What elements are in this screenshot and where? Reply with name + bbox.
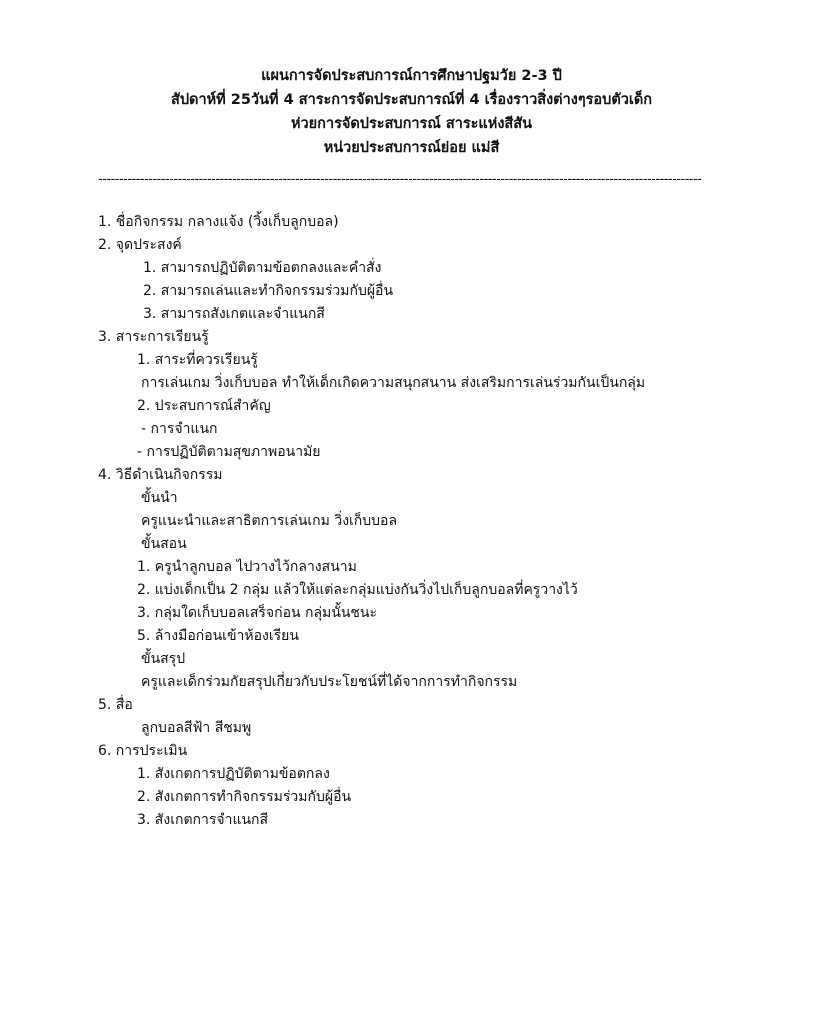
key-experience-subheading: 2. ประสบการณ์สำคัญ [137,398,271,414]
procedure-summary-title: ขั้นสรุป [141,651,186,667]
procedure-step: 2. แบ่งเด็กเป็น 2 กลุ่ม แล้วให้แต่ละกลุ่มแบ่งกันวิ่งไปเก็บลูกบอลที่ครูวางไว้ [137,582,578,598]
key-experience-item: - การจำแนก [141,421,218,437]
procedure-step: 3. กลุ่มใดเก็บบอลเสร็จก่อน กลุ่มนั้นชนะ [137,605,378,621]
procedure-step: 1. ครูนำลูกบอล ไปวางไว้กลางสนาม [137,559,357,575]
procedure-summary-text: ครูและเด็กร่วมกัยสรุปเกี่ยวกับประโยชน์ที่ได้จากการทำกิจกรรม [141,674,518,690]
section-activity-name: 1. ชื่อกิจกรรม กลางแจ้ง (วิ้งเก็บลูกบอล) [98,214,339,230]
week-day-subtitle: สัปดาห์ที่ 25วันที่ 4 สาระการจัดประสบการณ์ที่ 4 เรื่องราวสิ่งต่างๆรอบตัวเด็ก [170,92,653,108]
sub-unit-title: หน่วยประสบการณ์ย่อย แม่สี [323,140,500,156]
section-materials-heading: 5. สื่อ [98,697,133,713]
evaluation-item: 3. สังเกตการจำแนกสี [137,812,269,828]
section-evaluation-heading: 6. การประเมิน [98,743,188,759]
document-body [0,211,823,832]
dashed-divider: ------------------------------------------------------------------------------------------------------------------------------------------------ [98,172,702,187]
procedure-intro-text: ครูแนะนำและสาธิตการเล่นเกม วิ่งเก็บบอล [141,513,398,529]
objective-item: 1. สามารถปฏิบัติตามข้อตกลงและคำสั่ง [143,260,382,276]
document-header [0,64,823,160]
key-experience-item: - การปฏิบัติตามสุขภาพอนามัย [137,444,321,460]
evaluation-item: 2. สังเกตการทำกิจกรรมร่วมกับผู้อื่น [137,789,352,805]
procedure-steps-title: ขั้นสอน [141,536,187,552]
unit-title: ห่วยการจัดประสบการณ์ สาระแห่งสีสัน [290,116,533,132]
materials-text: ลูกบอลสีฟ้า สีชมพู [141,720,252,736]
section-procedure-heading: 4. วิธีดำเนินกิจกรรม [98,467,223,483]
evaluation-item: 1. สังเกตการปฏิบัติตามข้อตกลง [137,766,330,782]
procedure-step: 5. ล้างมือก่อนเข้าห้องเรียน [137,628,299,644]
learning-content-text: การเล่นเกม วิ่งเก็บบอล ทำให้เด็กเกิดความสนุกสนาน ส่งเสริมการเล่นร่วมกันเป็นกลุ่ม [141,375,646,391]
plan-title: แผนการจัดประสบการณ์การศึกษาปฐมวัย 2-3 ปี [261,68,562,84]
objective-item: 3. สามารถสังเกตและจำแนกสี [143,306,325,322]
section-objectives-heading: 2. จุดประสงค์ [98,237,182,253]
procedure-intro-title: ขั้นนำ [141,490,178,506]
objective-item: 2. สามารถเล่นและทำกิจกรรมร่วมกับผู้อื่น [143,283,394,299]
section-learning-content-heading: 3. สาระการเรียนรู้ [98,329,209,345]
learning-content-subheading: 1. สาระที่ควรเรียนรู้ [137,352,258,368]
